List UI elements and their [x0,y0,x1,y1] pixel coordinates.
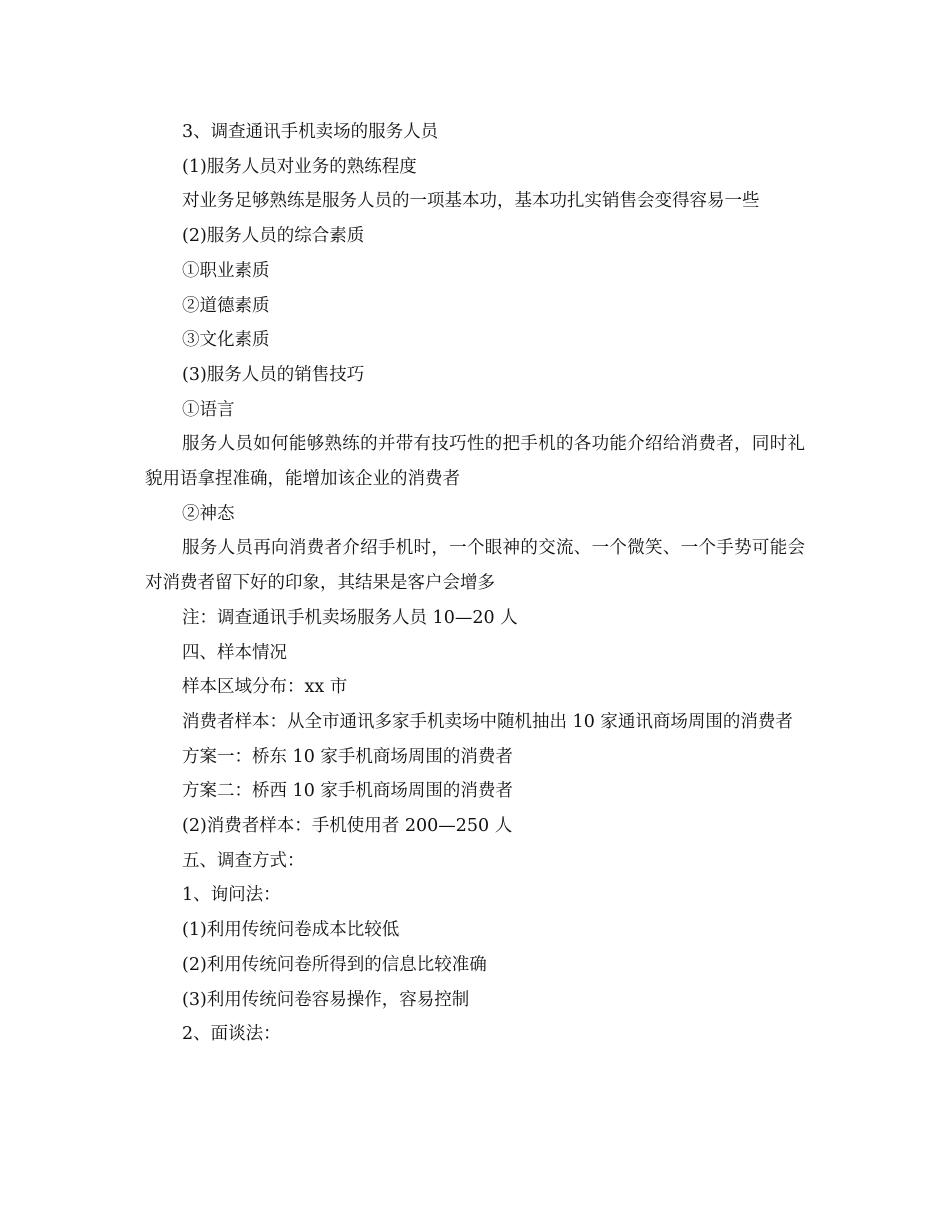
subheading-sales-skills: (3)服务人员的销售技巧 [182,364,365,385]
heading-survey-method: 五、调查方式： [182,850,305,871]
list-item: ①职业素质 [182,260,270,281]
note-paragraph: 注：调查通讯手机卖场服务人员 10—20 人 [182,607,518,628]
body-paragraph: 服务人员如何能够熟练的并带有技巧性的把手机的各功能介绍给消费者，同时礼貌用语拿捏准确，能增加该企业的消费者 [145,434,805,490]
body-paragraph: 方案一：桥东 10 家手机商场周围的消费者 [182,746,513,767]
body-paragraph: 样本区域分布：xx 市 [182,677,348,698]
list-item: (3)利用传统问卷容易操作，容易控制 [182,989,470,1010]
body-paragraph: 方案二：桥西 10 家手机商场周围的消费者 [182,781,513,802]
list-item: (2)利用传统问卷所得到的信息比较准确 [182,954,487,975]
document-body [145,115,805,1052]
list-item: ②神态 [182,503,235,524]
list-item: ①语言 [182,399,235,420]
body-paragraph: (2)消费者样本：手机使用者 200—250 人 [182,816,513,837]
heading-sample: 四、样本情况 [182,642,287,663]
subheading-interview: 2、面谈法： [182,1024,281,1045]
body-paragraph: 对业务足够熟练是服务人员的一项基本功，基本功扎实销售会变得容易一些 [182,191,760,212]
heading-survey-staff: 3、调查通讯手机卖场的服务人员 [182,122,439,142]
subheading-overall-quality: (2)服务人员的综合素质 [182,226,365,247]
body-paragraph: 服务人员再向消费者介绍手机时，一个眼神的交流、一个微笑、一个手势可能会对消费者留下好的印象，其结果是客户会增多 [145,538,805,594]
body-paragraph: 消费者样本：从全市通讯多家手机卖场中随机抽出 10 家通讯商场周围的消费者 [182,711,793,732]
list-item: ②道德素质 [182,295,270,316]
list-item: (1)利用传统问卷成本比较低 [182,920,400,941]
subheading-inquiry: 1、询问法： [182,885,281,906]
subheading-proficiency: (1)服务人员对业务的熟练程度 [182,156,417,177]
list-item: ③文化素质 [182,330,270,351]
